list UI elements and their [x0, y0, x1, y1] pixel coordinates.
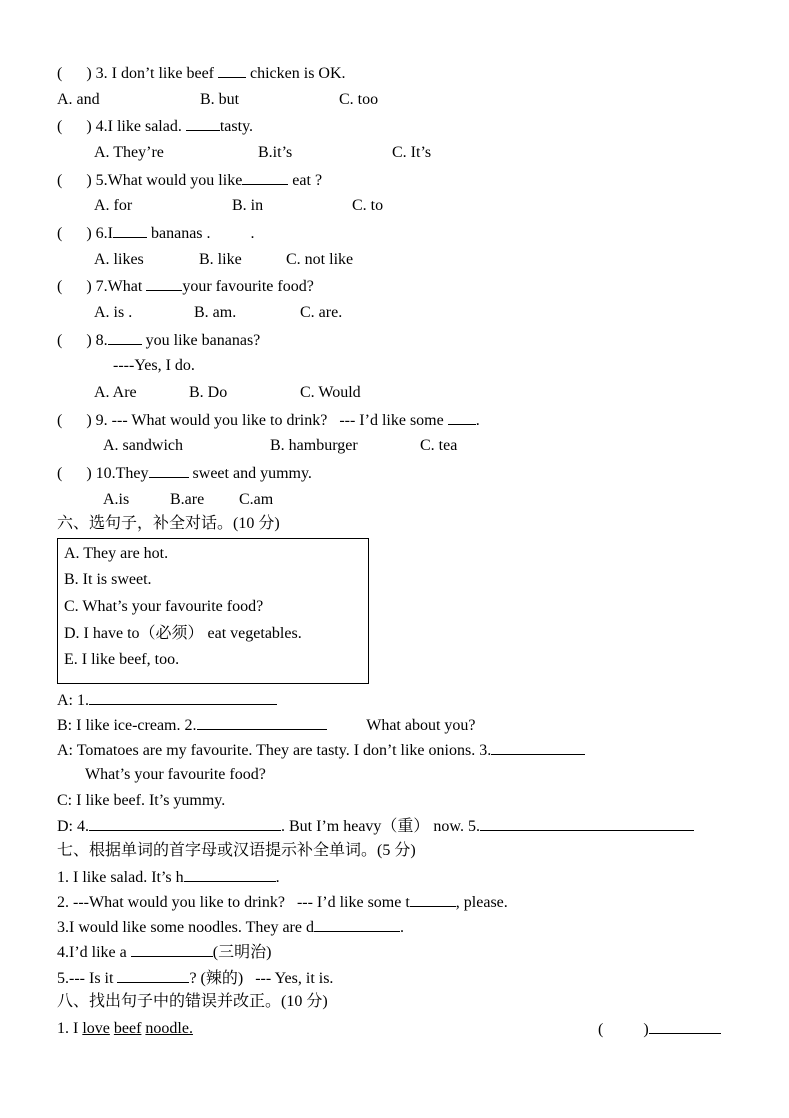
q3-opt-a[interactable]: A. and [57, 91, 100, 108]
dialog-a2-question: What’s your favourite food? [85, 766, 266, 783]
option-c: C. What’s your favourite food? [64, 598, 264, 615]
dialog-a2: A: Tomatoes are my favourite. They are tasty. I don’t like onions. 3. [57, 740, 585, 761]
q8-opt-b[interactable]: B. Do [189, 384, 228, 401]
q9-blank[interactable] [448, 410, 476, 425]
q8-opt-c[interactable]: C. Would [300, 384, 361, 401]
q6-blank[interactable] [113, 223, 147, 238]
error-word-love[interactable]: love [82, 1020, 110, 1037]
q8-blank[interactable] [108, 330, 142, 345]
word-blank-5[interactable] [117, 968, 189, 983]
q7-stem: ( ) 7.What your favourite food? [57, 278, 314, 295]
dialog-blank-4[interactable] [89, 816, 281, 831]
word-line-2: 2. ---What would you like to drink? --- I’d like some t , please. [57, 894, 508, 911]
q3-opt-c[interactable]: C. too [339, 91, 379, 108]
option-e: E. I like beef, too. [64, 651, 180, 668]
error-answer: ( ) [598, 1019, 721, 1040]
q9-opt-a[interactable]: A. sandwich [103, 437, 183, 454]
dialog-blank-2[interactable] [197, 715, 327, 730]
q3-blank[interactable] [218, 63, 246, 78]
q4-opt-b[interactable]: B.it’s [258, 144, 293, 161]
word-blank-4[interactable] [131, 942, 213, 957]
q4-stem: ( ) 4.I like salad. tasty. [57, 118, 254, 135]
q4-opt-a[interactable]: A. They’re [94, 144, 164, 161]
q10-stem: ( ) 10.They sweet and yummy. [57, 465, 312, 482]
q9-opt-b[interactable]: B. hamburger [270, 437, 358, 454]
section7-title: 七、根据单词的首字母或汉语提示补全单词。(5 分) [57, 842, 416, 859]
q10-blank[interactable] [149, 463, 189, 478]
word-blank-2[interactable] [410, 892, 456, 907]
q5-blank[interactable] [242, 170, 288, 185]
word-line-1: 1. I like salad. It’s h . [57, 869, 280, 886]
q5-opt-c[interactable]: C. to [352, 197, 384, 214]
q5-opt-b[interactable]: B. in [232, 197, 264, 214]
q5-opt-a[interactable]: A. for [94, 197, 133, 214]
section8-title: 八、找出句子中的错误并改正。(10 分) [57, 993, 328, 1010]
q6-opt-c[interactable]: C. not like [286, 251, 354, 268]
dialog-a1: A: 1. [57, 690, 277, 711]
dialog-b: B: I like ice-cream. 2. What about you? [57, 717, 476, 734]
q7-opt-b[interactable]: B. am. [194, 304, 237, 321]
q6-opt-b[interactable]: B. like [199, 251, 242, 268]
section6-title: 六、选句子，补全对话。(10 分) [57, 515, 280, 532]
q4-opt-c[interactable]: C. It’s [392, 144, 432, 161]
q7-opt-c[interactable]: C. are. [300, 304, 343, 321]
q7-blank[interactable] [146, 276, 182, 291]
option-a: A. They are hot. [64, 545, 169, 562]
dialog-blank-5[interactable] [480, 816, 694, 831]
dialog-c: C: I like beef. It’s yummy. [57, 792, 226, 809]
word-line-4: 4.I’d like a (三明治) [57, 944, 272, 961]
q6-stem: ( ) 6.I bananas . . [57, 225, 255, 242]
word-blank-1[interactable] [184, 867, 276, 882]
q10-opt-b[interactable]: B.are [170, 491, 205, 508]
q5-stem: ( ) 5.What would you like eat ? [57, 172, 323, 189]
dialog-d: D: 4. . But I’m heavy（重） now. 5. [57, 816, 694, 837]
q3-stem: ( ) 3. I don’t like beef chicken is OK. [57, 65, 346, 82]
dialog-blank-1[interactable] [89, 690, 277, 705]
q10-opt-a[interactable]: A.is [103, 491, 130, 508]
word-line-5: 5.--- Is it ? (辣的) --- Yes, it is. [57, 970, 334, 987]
error-word-noodle[interactable]: noodle. [145, 1020, 193, 1037]
q4-blank[interactable] [186, 116, 220, 131]
q3-opt-b[interactable]: B. but [200, 91, 240, 108]
error-word-beef[interactable]: beef [113, 1020, 142, 1037]
option-b: B. It is sweet. [64, 571, 152, 588]
dialog-blank-3[interactable] [491, 740, 585, 755]
word-line-3: 3.I would like some noodles. They are d . [57, 919, 404, 936]
q9-opt-c[interactable]: C. tea [420, 437, 458, 454]
q6-opt-a[interactable]: A. likes [94, 251, 144, 268]
error-answer-blank[interactable] [649, 1019, 721, 1034]
q8-opt-a[interactable]: A. Are [94, 384, 137, 401]
q7-opt-a[interactable]: A. is . [94, 304, 133, 321]
q9-stem: ( ) 9. --- What would you like to drink? --- I’d like some . [57, 412, 480, 429]
option-d: D. I have to（必须） eat vegetables. [64, 625, 302, 642]
error-sentence-1: 1. I love beef noodle. [57, 1020, 193, 1037]
q8-stem: ( ) 8. you like bananas? [57, 332, 261, 349]
word-blank-3[interactable] [314, 917, 400, 932]
q10-opt-c[interactable]: C.am [239, 491, 274, 508]
q8-reply: ----Yes, I do. [113, 357, 195, 374]
